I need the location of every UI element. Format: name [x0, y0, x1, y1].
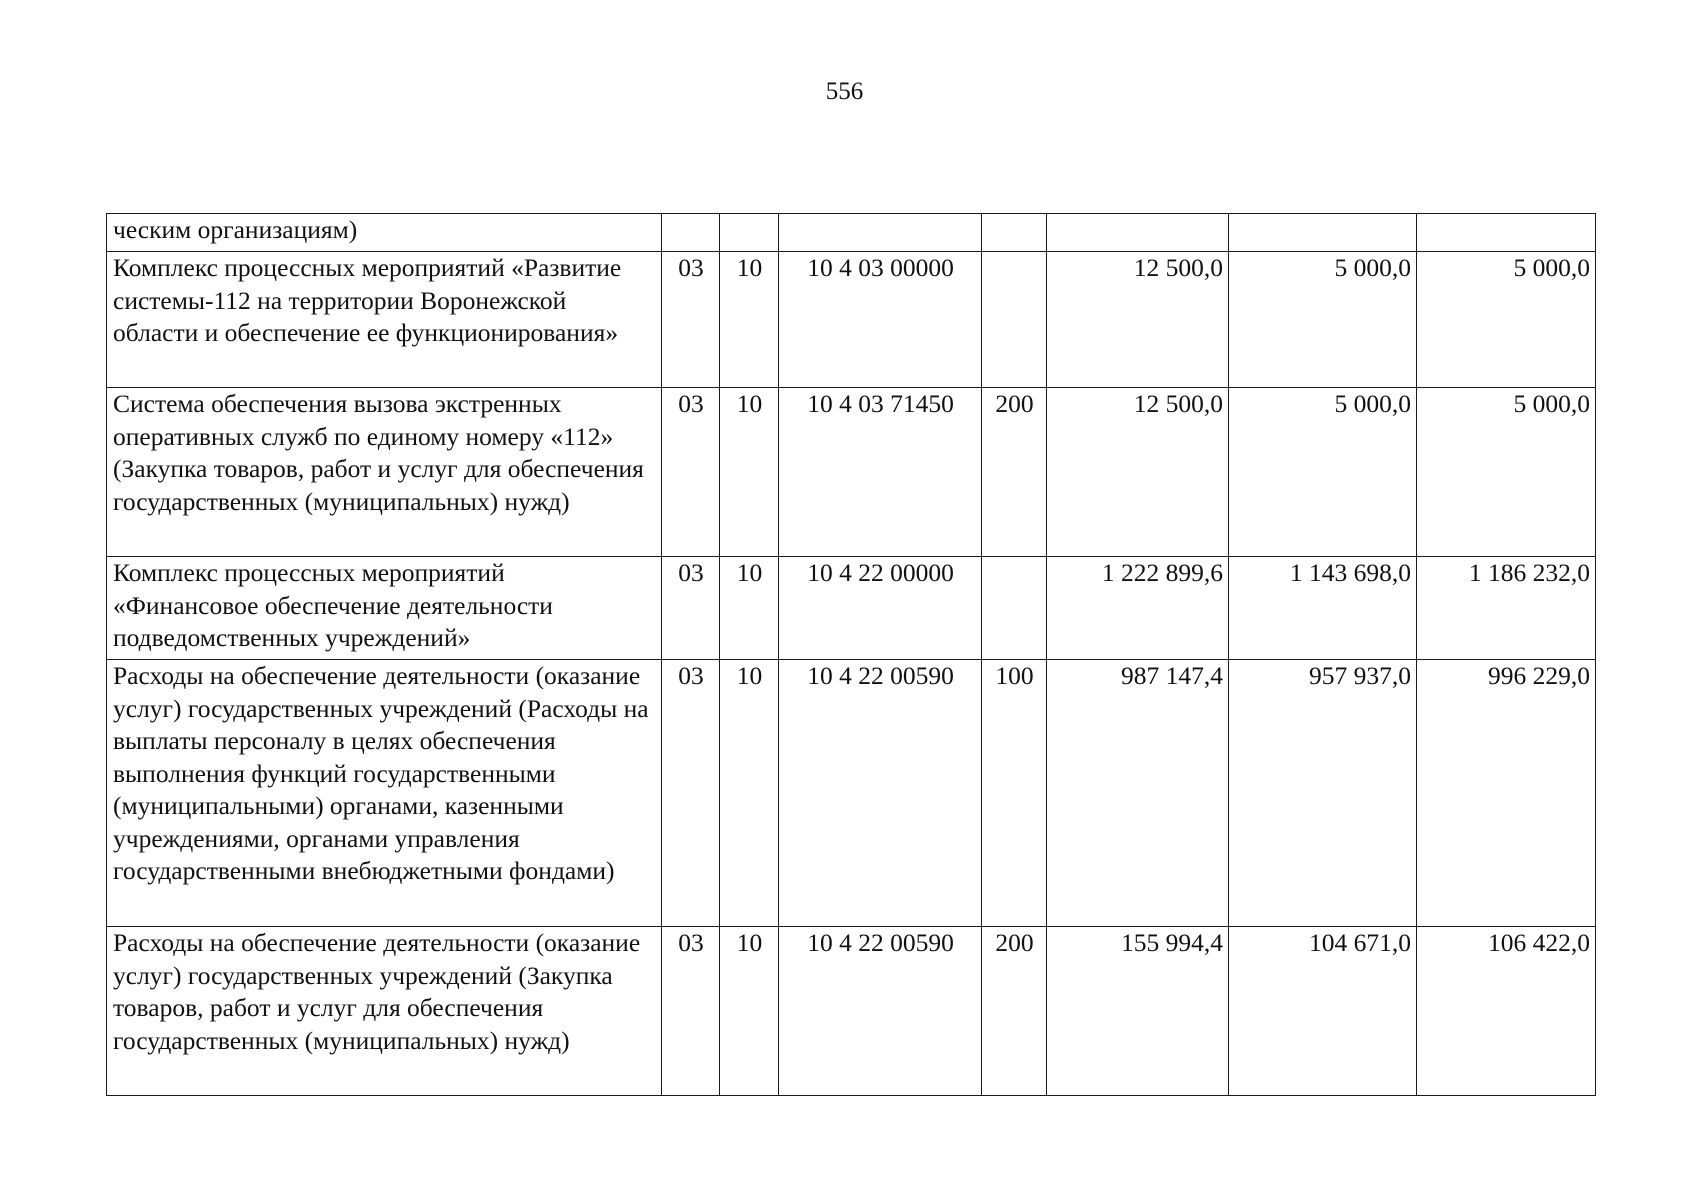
- row-name-cell: Комплекс процессных мероприятий «Финансовое обеспечение деятельности подведомственных учреждений»: [107, 557, 662, 660]
- amount-year1-cell: 12 500,0: [1047, 388, 1229, 557]
- subsection-code-cell: 10: [720, 660, 779, 927]
- amount-year2-cell: [1229, 214, 1417, 252]
- row-name-cell: Расходы на обеспечение деятельности (оказание услуг) государственных учреждений (Закупка товаров, работ и услуг для обеспечения государственных (муниципальных) нужд): [107, 927, 662, 1096]
- target-article-cell: 10 4 22 00590: [779, 927, 982, 1096]
- row-name-cell: Расходы на обеспечение деятельности (оказание услуг) государственных учреждений (Расходы на выплаты персоналу в целях обеспечения выполнения функций государственными (муниципальными) органами, казенными учреждениями, органами управления государственными внебюджетными фондами): [107, 660, 662, 927]
- amount-year1-cell: 12 500,0: [1047, 252, 1229, 388]
- row-name-cell: Комплекс процессных мероприятий «Развитие системы-112 на территории Воронежской области и обеспечение ее функционирования»: [107, 252, 662, 388]
- table-row: [107, 252, 1596, 388]
- amount-year3-cell: 106 422,0: [1417, 927, 1596, 1096]
- expense-type-cell: 200: [982, 388, 1047, 557]
- amount-year1-cell: 155 994,4: [1047, 927, 1229, 1096]
- expense-type-cell: 100: [982, 660, 1047, 927]
- amount-year1-cell: 1 222 899,6: [1047, 557, 1229, 660]
- subsection-code-cell: 10: [720, 557, 779, 660]
- amount-year3-cell: 5 000,0: [1417, 252, 1596, 388]
- budget-table: [106, 213, 1596, 1096]
- table-row: [107, 388, 1596, 557]
- subsection-code-cell: [720, 214, 779, 252]
- amount-year3-cell: 5 000,0: [1417, 388, 1596, 557]
- amount-year1-cell: 987 147,4: [1047, 660, 1229, 927]
- section-code-cell: 03: [662, 388, 720, 557]
- amount-year1-cell: [1047, 214, 1229, 252]
- section-code-cell: 03: [662, 660, 720, 927]
- amount-year2-cell: 5 000,0: [1229, 388, 1417, 557]
- row-name-cell: ческим организациям): [107, 214, 662, 252]
- amount-year2-cell: 104 671,0: [1229, 927, 1417, 1096]
- section-code-cell: 03: [662, 557, 720, 660]
- table-row: [107, 660, 1596, 927]
- table-row: [107, 557, 1596, 660]
- subsection-code-cell: 10: [720, 252, 779, 388]
- expense-type-cell: [982, 557, 1047, 660]
- amount-year3-cell: 996 229,0: [1417, 660, 1596, 927]
- section-code-cell: 03: [662, 252, 720, 388]
- table-row: [107, 927, 1596, 1096]
- target-article-cell: 10 4 22 00000: [779, 557, 982, 660]
- row-name-cell: Система обеспечения вызова экстренных оперативных служб по единому номеру «112» (Закупка товаров, работ и услуг для обеспечения государственных (муниципальных) нужд): [107, 388, 662, 557]
- expense-type-cell: [982, 214, 1047, 252]
- amount-year3-cell: 1 186 232,0: [1417, 557, 1596, 660]
- amount-year2-cell: 1 143 698,0: [1229, 557, 1417, 660]
- section-code-cell: 03: [662, 927, 720, 1096]
- target-article-cell: 10 4 03 00000: [779, 252, 982, 388]
- target-article-cell: 10 4 03 71450: [779, 388, 982, 557]
- target-article-cell: 10 4 22 00590: [779, 660, 982, 927]
- table-row: [107, 214, 1596, 252]
- amount-year2-cell: 957 937,0: [1229, 660, 1417, 927]
- subsection-code-cell: 10: [720, 388, 779, 557]
- expense-type-cell: [982, 252, 1047, 388]
- page-number: 556: [825, 78, 864, 105]
- amount-year3-cell: [1417, 214, 1596, 252]
- expense-type-cell: 200: [982, 927, 1047, 1096]
- target-article-cell: [779, 214, 982, 252]
- section-code-cell: [662, 214, 720, 252]
- amount-year2-cell: 5 000,0: [1229, 252, 1417, 388]
- subsection-code-cell: 10: [720, 927, 779, 1096]
